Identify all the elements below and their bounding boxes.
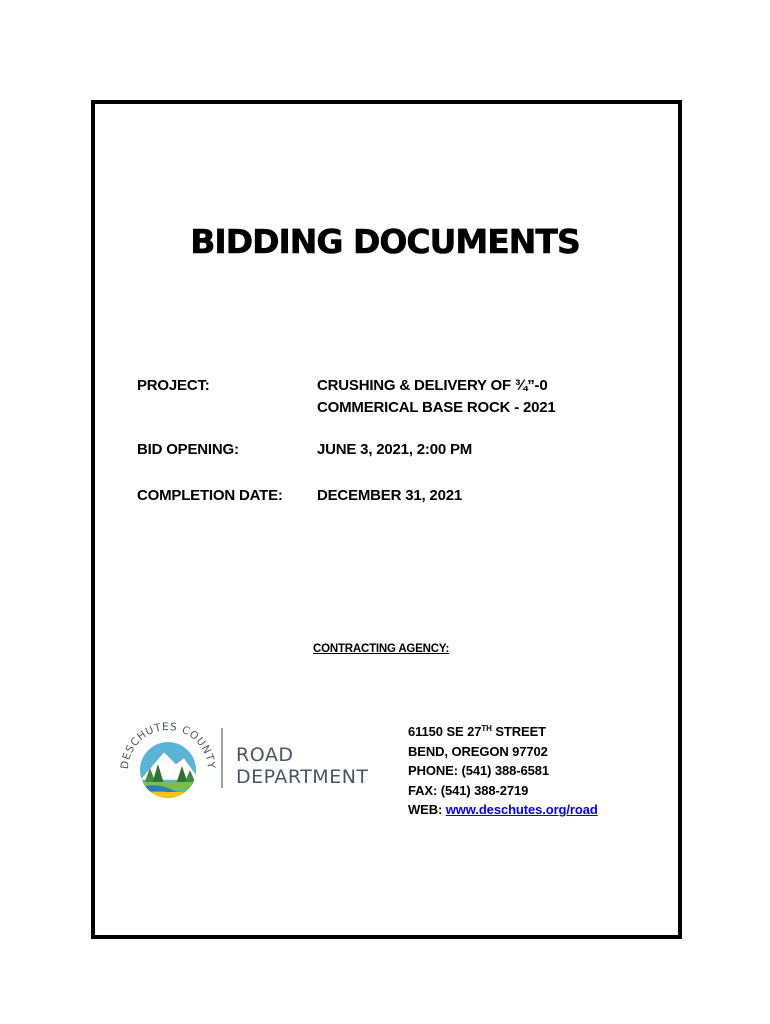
website-link[interactable]: www.deschutes.org/road <box>445 802 598 817</box>
address-phone: PHONE: (541) 388-6581 <box>408 763 549 778</box>
logo-divider <box>221 728 223 788</box>
contracting-agency-label: CONTRACTING AGENCY: <box>313 643 450 655</box>
completion-date-value: DECEMBER 31, 2021 <box>317 487 462 504</box>
seal-sun <box>138 792 198 808</box>
project-value-line1: CRUSHING & DELIVERY OF ¾”-0 <box>317 377 548 394</box>
logo-department-text: DEPARTMENT <box>236 766 369 788</box>
bid-opening-value: JUNE 3, 2021, 2:00 PM <box>317 441 473 458</box>
address-web: WEB: www.deschutes.org/road <box>408 802 598 817</box>
road-department-logo <box>118 718 378 808</box>
logo-road-text: ROAD <box>236 744 294 766</box>
project-value-line2: COMMERICAL BASE ROCK - 2021 <box>317 399 556 416</box>
address-fax: FAX: (541) 388-2719 <box>408 782 529 798</box>
completion-date-label: COMPLETION DATE: <box>137 487 283 504</box>
seal-arc-text: DESCHUTES COUNTY <box>118 720 218 770</box>
address-city: BEND, OREGON 97702 <box>408 743 548 759</box>
address-street: 61150 SE 27TH STREET <box>408 724 547 739</box>
bid-opening-label: BID OPENING: <box>137 441 239 458</box>
county-seal-icon <box>118 718 218 808</box>
address-block <box>408 722 598 820</box>
document-title: BIDDING DOCUMENTS <box>190 222 580 261</box>
project-label: PROJECT: <box>137 377 210 394</box>
